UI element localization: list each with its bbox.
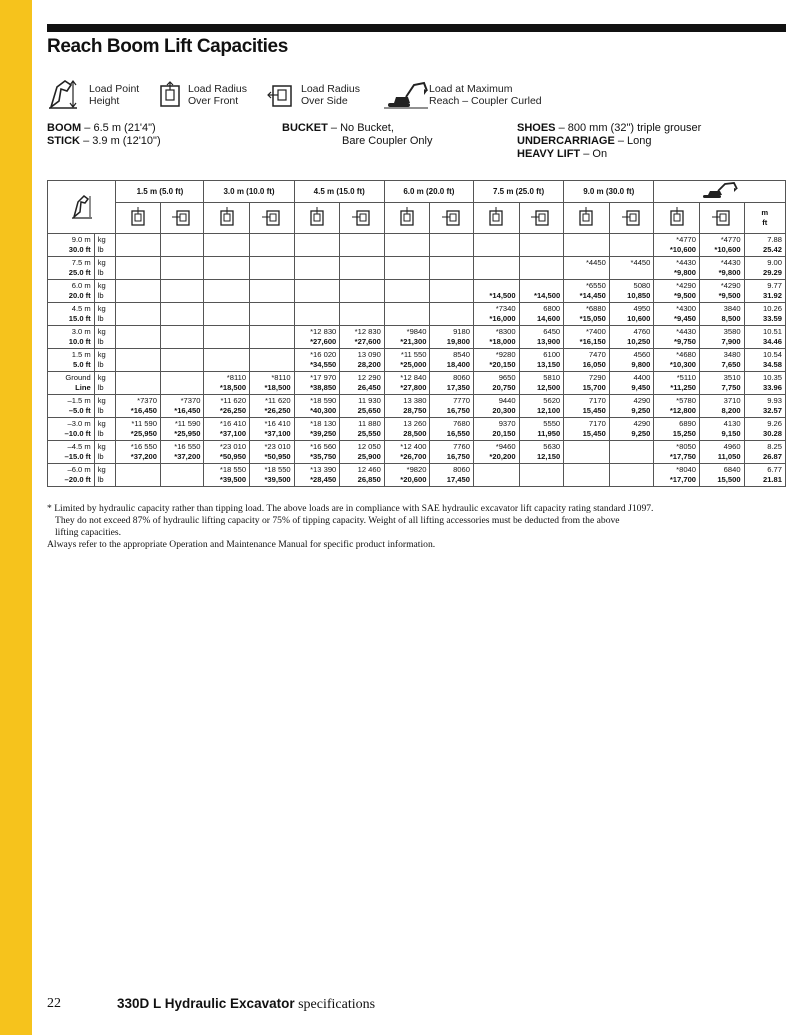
capacity-cell	[160, 464, 203, 487]
legend	[47, 73, 787, 113]
capacity-cell	[160, 372, 203, 395]
capacity-cell: 7680 16,550	[430, 418, 473, 441]
capacity-cell: 9650 20,750	[473, 372, 519, 395]
capacity-cell: *9840 *21,300	[384, 326, 430, 349]
footnote-4: Always refer to the appropriate Operation and Maintenance Manual for specific product information.	[47, 539, 436, 550]
capacity-cell: *16 550 *37,200	[160, 441, 203, 464]
capacity-cell	[250, 280, 295, 303]
capacity-cell: 3510 7,750	[700, 372, 745, 395]
legend-line1: Load at Maximum	[429, 83, 513, 95]
table-row	[48, 326, 786, 349]
boom-label: BOOM	[47, 122, 82, 134]
legend-line1: Load Radius	[188, 83, 247, 95]
capacity-cell: 8.25 26.87	[744, 441, 785, 464]
capacity-cell: *4290 *9,500	[700, 280, 745, 303]
unit-cell: kg lb	[94, 234, 116, 257]
capacity-cell	[116, 280, 161, 303]
legend-item-max-reach	[384, 73, 624, 113]
capacity-cell: 5550 11,950	[519, 418, 564, 441]
max-reach-units-header: m ft	[744, 203, 785, 234]
capacity-cell: 5080 10,850	[609, 280, 654, 303]
capacity-cell	[430, 303, 473, 326]
load-radius-side-icon	[267, 81, 297, 111]
capacity-cell: 9.77 31.92	[744, 280, 785, 303]
capacity-cell: *7400 *16,150	[564, 326, 610, 349]
capacity-cell: 5810 12,500	[519, 372, 564, 395]
load-height-cell: 3.0 m 10.0 ft	[48, 326, 95, 349]
radius-header: 9.0 m (30.0 ft)	[564, 181, 654, 203]
load-height-cell: 7.5 m 25.0 ft	[48, 257, 95, 280]
capacity-cell: *12 840 *27,800	[384, 372, 430, 395]
capacity-cell: 6450 13,900	[519, 326, 564, 349]
capacity-cell	[384, 303, 430, 326]
load-radius-side-icon	[700, 203, 745, 234]
capacity-cell: *8110 *18,500	[204, 372, 250, 395]
capacity-cell: 3480 7,650	[700, 349, 745, 372]
capacity-cell: *12 400 *26,700	[384, 441, 430, 464]
capacity-cell: 5620 12,100	[519, 395, 564, 418]
capacity-cell: 4400 9,450	[609, 372, 654, 395]
capacity-cell	[116, 349, 161, 372]
capacity-cell: 12 460 26,850	[340, 464, 385, 487]
capacity-cell	[564, 441, 610, 464]
capacity-cell: 4290 9,250	[609, 418, 654, 441]
capacity-cell: 7470 16,050	[564, 349, 610, 372]
unit-cell: kg lb	[94, 372, 116, 395]
heavy-lift-label: HEAVY LIFT	[517, 148, 581, 160]
radius-header: 3.0 m (10.0 ft)	[204, 181, 294, 203]
capacity-cell: 6800 14,600	[519, 303, 564, 326]
capacity-cell	[204, 257, 250, 280]
load-radius-side-icon	[340, 203, 385, 234]
capacity-cell: *6550 *14,450	[564, 280, 610, 303]
legend-line2: Reach – Coupler Curled	[429, 95, 542, 107]
capacity-cell	[473, 464, 519, 487]
capacity-cell	[160, 280, 203, 303]
capacity-cell: 9370 20,150	[473, 418, 519, 441]
yellow-side-bar	[0, 0, 32, 1035]
capacity-cell	[116, 326, 161, 349]
capacity-cell	[294, 280, 340, 303]
load-radius-side-icon	[160, 203, 203, 234]
capacity-cell: *18 550 *39,500	[204, 464, 250, 487]
capacity-cell: *17 970 *38,850	[294, 372, 340, 395]
unit-cell: kg lb	[94, 395, 116, 418]
boom-value: – 6.5 m (21'4")	[84, 122, 156, 134]
load-height-cell: 1.5 m 5.0 ft	[48, 349, 95, 372]
load-height-cell: 6.0 m 20.0 ft	[48, 280, 95, 303]
capacity-cell: 4950 10,600	[609, 303, 654, 326]
unit-cell: kg lb	[94, 464, 116, 487]
capacity-cell: *11 620 *26,250	[204, 395, 250, 418]
capacity-cell: *9280 *20,150	[473, 349, 519, 372]
heavy-lift-value: – On	[583, 148, 608, 160]
load-radius-front-icon	[116, 203, 161, 234]
capacity-cell	[250, 349, 295, 372]
capacity-cell: *23 010 *50,950	[250, 441, 295, 464]
legend-item-side	[267, 73, 387, 113]
footnote-1: * Limited by hydraulic capacity rather than tipping load. The above loads are in compliance with SAE hydraulic excavator lift capacity rating standard J1097.	[47, 503, 654, 514]
capacity-cell: *4430 *9,800	[700, 257, 745, 280]
capacity-cell	[340, 257, 385, 280]
capacity-cell: *16 020 *34,550	[294, 349, 340, 372]
capacity-cell	[384, 234, 430, 257]
capacity-cell: 6.77 21.81	[744, 464, 785, 487]
capacity-cell: 9.26 30.28	[744, 418, 785, 441]
capacity-cell	[116, 303, 161, 326]
capacity-cell	[430, 257, 473, 280]
capacity-cell	[294, 257, 340, 280]
table-row	[48, 464, 786, 487]
unit-cell: kg lb	[94, 280, 116, 303]
capacity-cell: *4290 *9,500	[654, 280, 700, 303]
load-radius-side-icon	[250, 203, 295, 234]
unit-cell: kg lb	[94, 441, 116, 464]
capacity-cell: *8050 *17,750	[654, 441, 700, 464]
load-radius-side-icon	[519, 203, 564, 234]
page-number: 22	[47, 996, 61, 1011]
load-height-cell: Ground Line	[48, 372, 95, 395]
specs-undercarriage	[517, 122, 701, 161]
capacity-cell: 8060 17,450	[430, 464, 473, 487]
top-rule	[47, 24, 786, 32]
capacity-cell: 4290 9,250	[609, 395, 654, 418]
load-point-height-icon	[47, 77, 79, 111]
capacity-cell: 10.26 33.59	[744, 303, 785, 326]
unit-cell: kg lb	[94, 303, 116, 326]
capacity-cell	[564, 234, 610, 257]
table-row	[48, 280, 786, 303]
capacity-cell	[384, 280, 430, 303]
capacity-cell	[160, 349, 203, 372]
undercarriage-label: UNDERCARRIAGE	[517, 135, 615, 147]
radius-header: 6.0 m (20.0 ft)	[384, 181, 473, 203]
capacity-cell: 13 090 28,200	[340, 349, 385, 372]
capacity-cell	[294, 234, 340, 257]
capacity-cell	[204, 303, 250, 326]
capacity-cell: *8110 *18,500	[250, 372, 295, 395]
capacity-cell: 10.54 34.58	[744, 349, 785, 372]
capacity-cell: *5780 *12,800	[654, 395, 700, 418]
capacity-cell: *18 130 *39,250	[294, 418, 340, 441]
capacity-cell: *11 590 *25,950	[160, 418, 203, 441]
capacity-cell: *12 830 *27,600	[294, 326, 340, 349]
capacity-cell	[160, 326, 203, 349]
capacity-cell	[204, 349, 250, 372]
shoes-label: SHOES	[517, 122, 556, 134]
table-row	[48, 441, 786, 464]
capacity-cell: *14,500	[473, 280, 519, 303]
table-row	[48, 303, 786, 326]
specs-boom-stick	[47, 122, 161, 148]
capacity-cell: 4560 9,800	[609, 349, 654, 372]
capacity-cell: *7370 *16,450	[116, 395, 161, 418]
legend-line1: Load Radius	[301, 83, 360, 95]
capacity-cell: 5630 12,150	[519, 441, 564, 464]
capacity-cell: *11 590 *25,950	[116, 418, 161, 441]
capacity-cell: *4430 *9,750	[654, 326, 700, 349]
capacity-cell	[384, 257, 430, 280]
footnote-3: lifting capacities.	[55, 527, 122, 538]
capacity-cell	[294, 303, 340, 326]
capacity-cell: *4430 *9,800	[654, 257, 700, 280]
capacity-cell	[116, 464, 161, 487]
capacity-cell: *11 550 *25,000	[384, 349, 430, 372]
excavator-max-reach-icon	[384, 79, 428, 109]
capacity-cell: *4450	[564, 257, 610, 280]
capacity-cell: *13 390 *28,450	[294, 464, 340, 487]
excavator-max-reach-icon	[654, 181, 786, 203]
unit-cell: kg lb	[94, 326, 116, 349]
capacity-cell	[116, 234, 161, 257]
capacity-cell	[564, 464, 610, 487]
stick-value: – 3.9 m (12'10")	[83, 135, 161, 147]
capacity-cell	[609, 441, 654, 464]
capacity-cell: 7290 15,700	[564, 372, 610, 395]
legend-line2: Height	[89, 95, 120, 107]
table-row	[48, 349, 786, 372]
stick-label: STICK	[47, 135, 80, 147]
capacity-cell: *7340 *16,000	[473, 303, 519, 326]
capacity-cell	[519, 234, 564, 257]
footnotes	[47, 503, 787, 551]
capacity-cell: 7770 16,750	[430, 395, 473, 418]
model-name: 330D L Hydraulic Excavator	[117, 996, 295, 1011]
radius-header: 4.5 m (15.0 ft)	[294, 181, 384, 203]
footnote-2: They do not exceed 87% of hydraulic lifting capacity or 75% of tipping capacity. Weight of all lifting accessories must be deducted from the above	[55, 515, 620, 526]
capacity-cell	[430, 234, 473, 257]
load-radius-front-icon	[204, 203, 250, 234]
capacity-cell	[204, 280, 250, 303]
capacity-cell: 13 380 28,750	[384, 395, 430, 418]
capacity-cell: *6880 *15,050	[564, 303, 610, 326]
capacity-cell	[340, 303, 385, 326]
load-radius-front-icon	[654, 203, 700, 234]
capacity-cell	[519, 464, 564, 487]
load-height-cell: –1.5 m –5.0 ft	[48, 395, 95, 418]
load-height-cell: 4.5 m 15.0 ft	[48, 303, 95, 326]
capacity-cell	[340, 280, 385, 303]
table-row	[48, 234, 786, 257]
capacity-cell: *4770 *10,600	[654, 234, 700, 257]
radius-header: 7.5 m (25.0 ft)	[473, 181, 563, 203]
legend-item-front	[155, 73, 275, 113]
capacity-cell: 10.51 34.46	[744, 326, 785, 349]
capacity-cell: 4130 9,150	[700, 418, 745, 441]
capacity-cell: *18 590 *40,300	[294, 395, 340, 418]
capacity-cell	[473, 257, 519, 280]
capacity-cell	[250, 303, 295, 326]
capacity-cell: 7.88 25.42	[744, 234, 785, 257]
table-row	[48, 418, 786, 441]
capacity-cell: 9180 19,800	[430, 326, 473, 349]
capacity-cell	[609, 464, 654, 487]
unit-cell: kg lb	[94, 257, 116, 280]
unit-cell: kg lb	[94, 418, 116, 441]
capacity-cell: *16 410 *37,100	[250, 418, 295, 441]
capacity-cell: 10.35 33.96	[744, 372, 785, 395]
capacity-cell: 8540 18,400	[430, 349, 473, 372]
bucket-value-2: Bare Coupler Only	[342, 135, 433, 147]
capacity-cell	[519, 257, 564, 280]
capacity-cell: *4770 *10,600	[700, 234, 745, 257]
capacity-cell	[204, 326, 250, 349]
table-row	[48, 257, 786, 280]
capacity-cell: 3840 8,500	[700, 303, 745, 326]
load-height-cell: –4.5 m –15.0 ft	[48, 441, 95, 464]
legend-line1: Load Point	[89, 83, 140, 95]
capacity-cell: 9.00 29.29	[744, 257, 785, 280]
capacity-cell: *16 410 *37,100	[204, 418, 250, 441]
capacity-cell	[609, 234, 654, 257]
capacity-cell: 6840 15,500	[700, 464, 745, 487]
capacity-cell: 8060 17,350	[430, 372, 473, 395]
table-row	[48, 395, 786, 418]
capacity-cell: *16 550 *37,200	[116, 441, 161, 464]
capacity-cell: 12 290 26,450	[340, 372, 385, 395]
capacity-cell	[160, 257, 203, 280]
capacity-cell	[250, 234, 295, 257]
load-radius-front-icon	[473, 203, 519, 234]
capacity-cell: *8300 *18,000	[473, 326, 519, 349]
capacity-cell: 4760 10,250	[609, 326, 654, 349]
bucket-label: BUCKET	[282, 122, 328, 134]
load-radius-front-icon	[564, 203, 610, 234]
capacity-cell: *4300 *9,450	[654, 303, 700, 326]
capacity-cell	[204, 234, 250, 257]
page-title: Reach Boom Lift Capacities	[47, 36, 288, 57]
capacity-cell: *9460 *20,200	[473, 441, 519, 464]
capacity-cell: 12 050 25,900	[340, 441, 385, 464]
capacity-cell: *4680 *10,300	[654, 349, 700, 372]
capacity-cell: 9440 20,300	[473, 395, 519, 418]
capacity-cell: *7370 *16,450	[160, 395, 203, 418]
load-radius-side-icon	[609, 203, 654, 234]
capacity-cell: 6890 15,250	[654, 418, 700, 441]
load-height-cell: –3.0 m –10.0 ft	[48, 418, 95, 441]
capacity-cell: 9.93 32.57	[744, 395, 785, 418]
load-height-cell: –6.0 m –20.0 ft	[48, 464, 95, 487]
load-radius-front-icon	[294, 203, 340, 234]
capacity-cell	[116, 257, 161, 280]
capacity-cell	[160, 234, 203, 257]
capacity-cell: 7170 15,450	[564, 395, 610, 418]
capacity-cell: *16 560 *35,750	[294, 441, 340, 464]
capacity-cell: 7760 16,750	[430, 441, 473, 464]
unit-cell: kg lb	[94, 349, 116, 372]
load-radius-front-icon	[384, 203, 430, 234]
capacity-cell	[430, 280, 473, 303]
legend-line2: Over Side	[301, 95, 348, 107]
capacity-cell: *5110 *11,250	[654, 372, 700, 395]
radius-header: 1.5 m (5.0 ft)	[116, 181, 204, 203]
model-suffix: specifications	[294, 997, 376, 1012]
shoes-value: – 800 mm (32") triple grouser	[558, 122, 702, 134]
legend-line2: Over Front	[188, 95, 239, 107]
load-radius-front-icon	[155, 81, 185, 111]
undercarriage-value: – Long	[617, 135, 652, 147]
capacity-cell	[340, 234, 385, 257]
capacity-cell: 4960 11,050	[700, 441, 745, 464]
bucket-value: – No Bucket,	[330, 122, 394, 134]
capacity-cell: 6100 13,150	[519, 349, 564, 372]
capacity-cell: *14,500	[519, 280, 564, 303]
capacity-cell	[473, 234, 519, 257]
capacity-cell	[250, 257, 295, 280]
lift-capacity-table	[47, 180, 786, 487]
capacity-cell: *23 010 *50,950	[204, 441, 250, 464]
capacity-cell: 13 260 28,500	[384, 418, 430, 441]
capacity-cell: *18 550 *39,500	[250, 464, 295, 487]
capacity-cell	[250, 326, 295, 349]
capacity-cell: 3710 8,200	[700, 395, 745, 418]
capacity-cell: 7170 15,450	[564, 418, 610, 441]
capacity-cell: 3580 7,900	[700, 326, 745, 349]
capacity-cell: 11 880 25,550	[340, 418, 385, 441]
capacity-cell: *8040 *17,700	[654, 464, 700, 487]
capacity-cell	[160, 303, 203, 326]
capacity-cell: *11 620 *26,250	[250, 395, 295, 418]
capacity-cell: *9820 *20,600	[384, 464, 430, 487]
capacity-cell: *12 830 *27,600	[340, 326, 385, 349]
capacity-cell	[116, 372, 161, 395]
capacity-cell: 11 930 25,650	[340, 395, 385, 418]
load-height-cell: 9.0 m 30.0 ft	[48, 234, 95, 257]
capacity-cell: *4450	[609, 257, 654, 280]
load-radius-side-icon	[430, 203, 473, 234]
specs-bucket	[282, 122, 433, 148]
table-row	[48, 372, 786, 395]
load-point-height-icon	[48, 181, 116, 234]
